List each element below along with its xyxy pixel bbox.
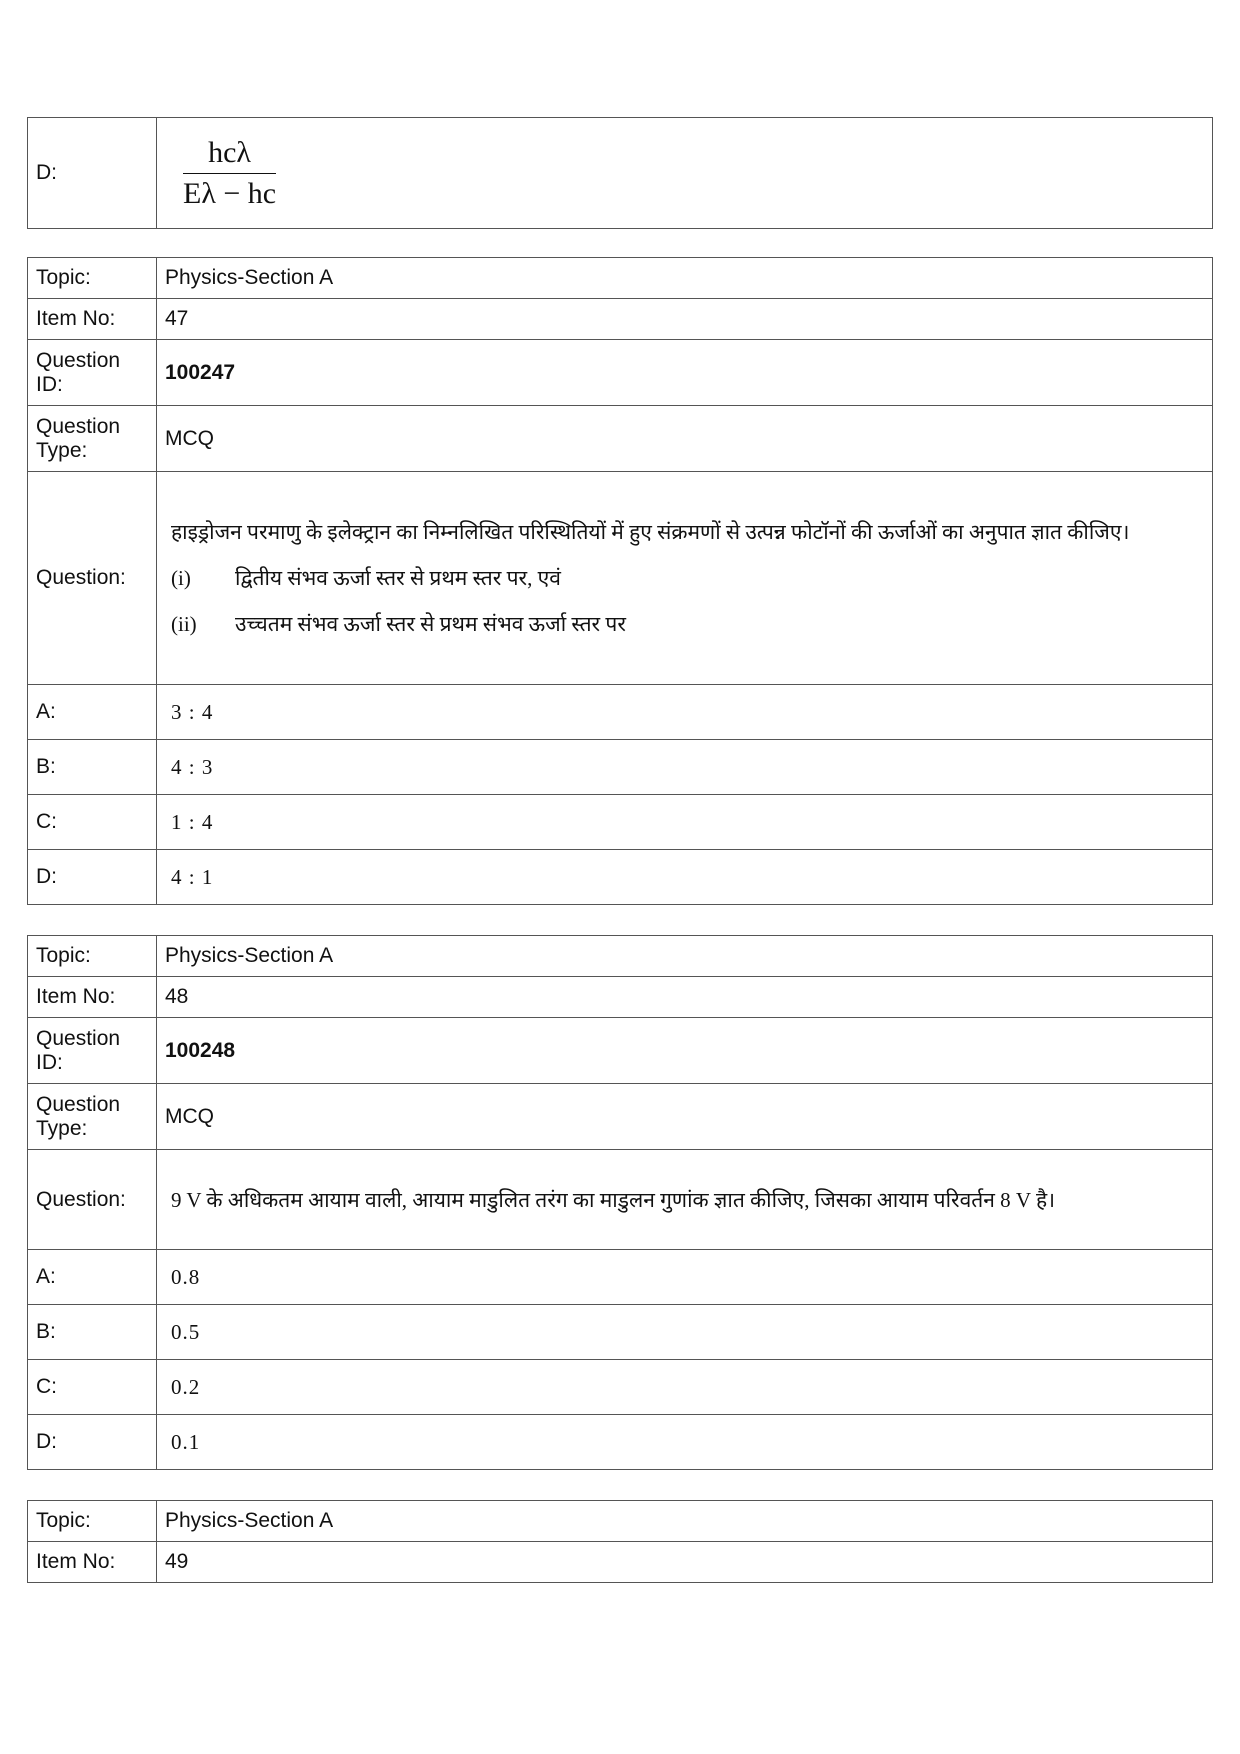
item-row bbox=[28, 977, 1213, 1018]
option-value: 4 : 3 bbox=[157, 740, 1213, 795]
question-table-49 bbox=[27, 1500, 1213, 1583]
option-label: D: bbox=[28, 850, 157, 905]
question-label: Question: bbox=[28, 1150, 157, 1250]
option-value bbox=[157, 118, 1213, 229]
option-label: A: bbox=[28, 685, 157, 740]
question-type-label: Question Type: bbox=[28, 1084, 157, 1150]
option-value: 4 : 1 bbox=[157, 850, 1213, 905]
item-value: 47 bbox=[157, 299, 1213, 340]
option-label: B: bbox=[28, 740, 157, 795]
option-value: 0.1 bbox=[157, 1415, 1213, 1470]
topic-row bbox=[28, 936, 1213, 977]
fraction-numerator: hcλ bbox=[183, 135, 276, 174]
option-row-d bbox=[28, 850, 1213, 905]
item-value: 49 bbox=[157, 1542, 1213, 1583]
topic-value: Physics-Section A bbox=[157, 1501, 1213, 1542]
option-value: 0.5 bbox=[157, 1305, 1213, 1360]
option-label: D: bbox=[28, 1415, 157, 1470]
option-row-b bbox=[28, 740, 1213, 795]
fraction-formula bbox=[183, 135, 276, 212]
option-label: C: bbox=[28, 1360, 157, 1415]
question-text bbox=[157, 472, 1213, 685]
option-row-b bbox=[28, 1305, 1213, 1360]
fraction-denominator: Eλ − hc bbox=[183, 176, 277, 210]
sub-part-2 bbox=[171, 601, 1200, 647]
item-row bbox=[28, 1542, 1213, 1583]
question-id-label: Question ID: bbox=[28, 340, 157, 406]
question-table-47 bbox=[27, 257, 1213, 905]
option-value: 1 : 4 bbox=[157, 795, 1213, 850]
option-row-c bbox=[28, 1360, 1213, 1415]
topic-label: Topic: bbox=[28, 1501, 157, 1542]
question-id-label: Question ID: bbox=[28, 1018, 157, 1084]
question-type-row bbox=[28, 1084, 1213, 1150]
option-value: 0.2 bbox=[157, 1360, 1213, 1415]
question-type-row bbox=[28, 406, 1213, 472]
question-text: 9 V के अधिकतम आयाम वाली, आयाम माडुलित तरंग का माडुलन गुणांक ज्ञात कीजिए, जिसका आयाम परिवर्तन 8 V है। bbox=[157, 1150, 1213, 1250]
sub-part-number: (ii) bbox=[171, 612, 197, 636]
question-label: Question: bbox=[28, 472, 157, 685]
option-row-a bbox=[28, 1250, 1213, 1305]
item-label: Item No: bbox=[28, 1542, 157, 1583]
option-label: D: bbox=[28, 118, 157, 229]
option-label: C: bbox=[28, 795, 157, 850]
option-value: 3 : 4 bbox=[157, 685, 1213, 740]
question-type-value: MCQ bbox=[157, 406, 1213, 472]
question-type-value: MCQ bbox=[157, 1084, 1213, 1150]
topic-row bbox=[28, 1501, 1213, 1542]
option-row-a bbox=[28, 685, 1213, 740]
topic-value: Physics-Section A bbox=[157, 258, 1213, 299]
question-body: हाइड्रोजन परमाणु के इलेक्ट्रान का निम्नलिखित परिस्थितियों में हुए संक्रमणों से उत्पन्न फोटॉनों की ऊर्जाओं का अनुपात ज्ञात कीजिए। bbox=[171, 520, 1130, 544]
topic-label: Topic: bbox=[28, 936, 157, 977]
question-id-row bbox=[28, 1018, 1213, 1084]
question-table-48 bbox=[27, 935, 1213, 1470]
item-label: Item No: bbox=[28, 977, 157, 1018]
question-row bbox=[28, 472, 1213, 685]
option-row-c bbox=[28, 795, 1213, 850]
prev-question-table bbox=[27, 117, 1213, 229]
sub-part-text: द्वितीय संभव ऊर्जा स्तर से प्रथम स्तर पर, एवं bbox=[235, 566, 561, 590]
question-id-value: 100248 bbox=[157, 1018, 1213, 1084]
question-id-value: 100247 bbox=[157, 340, 1213, 406]
item-row bbox=[28, 299, 1213, 340]
option-value: 0.8 bbox=[157, 1250, 1213, 1305]
topic-row bbox=[28, 258, 1213, 299]
sub-part-number: (i) bbox=[171, 566, 191, 590]
sub-part-1 bbox=[171, 555, 1200, 601]
item-value: 48 bbox=[157, 977, 1213, 1018]
option-row-d bbox=[28, 118, 1213, 229]
option-row-d bbox=[28, 1415, 1213, 1470]
topic-label: Topic: bbox=[28, 258, 157, 299]
question-type-label: Question Type: bbox=[28, 406, 157, 472]
option-label: B: bbox=[28, 1305, 157, 1360]
item-label: Item No: bbox=[28, 299, 157, 340]
option-label: A: bbox=[28, 1250, 157, 1305]
question-id-row bbox=[28, 340, 1213, 406]
sub-part-text: उच्चतम संभव ऊर्जा स्तर से प्रथम संभव ऊर्जा स्तर पर bbox=[235, 612, 626, 636]
topic-value: Physics-Section A bbox=[157, 936, 1213, 977]
question-row bbox=[28, 1150, 1213, 1250]
